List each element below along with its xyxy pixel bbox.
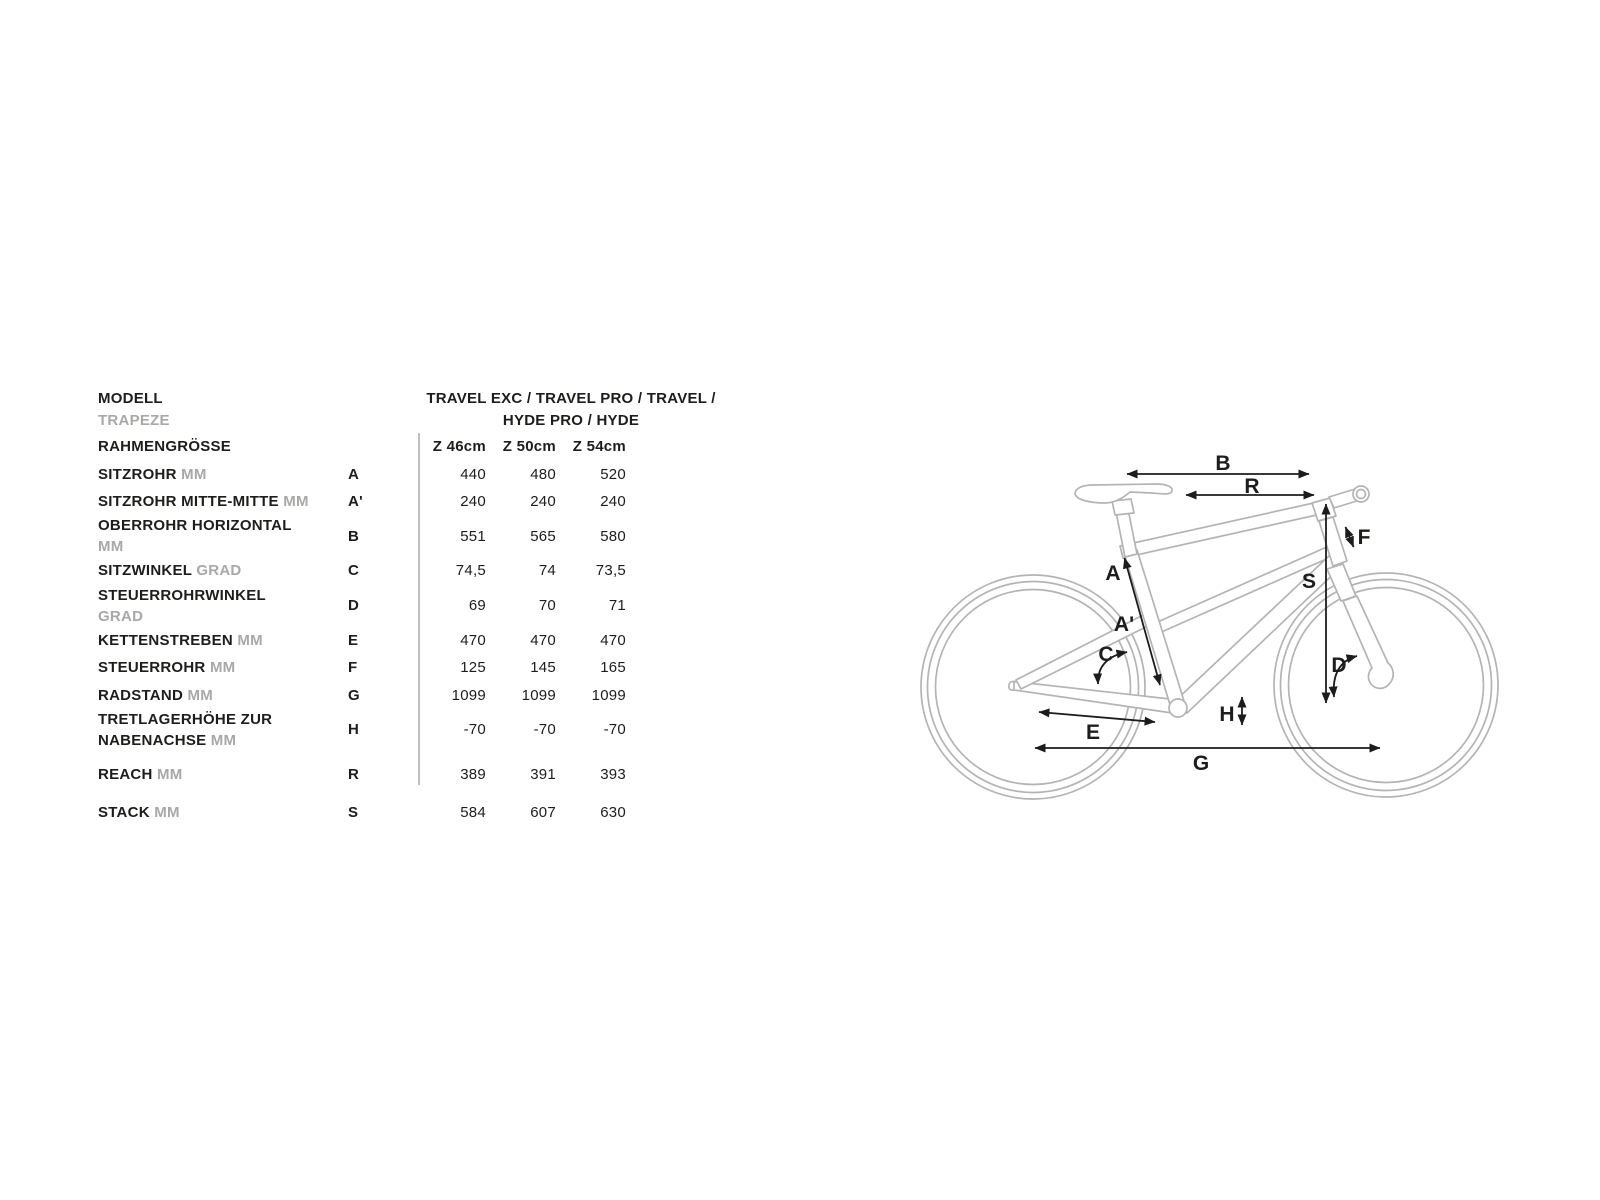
dim-label-a-prime: A'	[1113, 613, 1135, 636]
spec-label-text: REACH	[98, 766, 153, 784]
spec-value: -70	[533, 721, 556, 739]
spec-label	[98, 764, 348, 785]
spec-value: -70	[603, 721, 626, 739]
spec-unit: GRAD	[98, 607, 144, 625]
spec-label-text: OBERROHR HORIZONTAL	[98, 517, 292, 535]
model-value	[420, 388, 722, 432]
spec-code: S	[348, 803, 359, 821]
spec-code: H	[348, 721, 360, 739]
dim-label-s: S	[1301, 570, 1317, 593]
spec-label-text: STEUERROHR	[98, 659, 206, 677]
spec-label-text: TRETLAGERHÖHE ZUR NABENACHSE	[98, 710, 273, 749]
spec-value: 240	[600, 492, 626, 510]
spec-code: B	[348, 527, 360, 545]
spec-value: 565	[530, 527, 556, 545]
model-label-block	[98, 388, 170, 432]
spec-label	[98, 685, 348, 706]
spec-unit: MM	[209, 659, 236, 677]
spec-label-text: SITZWINKEL	[98, 562, 192, 580]
spec-label	[98, 491, 348, 512]
spec-value: 630	[600, 803, 626, 821]
spec-value: 1099	[521, 686, 556, 704]
spec-code: A	[348, 465, 360, 483]
spec-row	[98, 460, 638, 487]
model-label: MODELL	[98, 390, 163, 407]
spec-label-text: KETTENSTREBEN	[98, 631, 233, 649]
spec-value: 480	[530, 465, 556, 483]
top-tube	[1120, 502, 1321, 558]
chainstay	[1014, 682, 1179, 715]
spec-row	[98, 709, 638, 751]
frame	[1009, 484, 1393, 717]
spec-value: 1099	[451, 686, 486, 704]
spec-label	[98, 709, 348, 751]
model-value-line2: HYDE PRO / HYDE	[502, 412, 640, 429]
spec-table-body	[98, 460, 638, 826]
dim-label-g: G	[1192, 752, 1210, 775]
spec-label-text: SITZROHR	[98, 465, 177, 483]
spec-label-text: SITZROHR MITTE-MITTE	[98, 492, 279, 510]
bike-diagram	[890, 430, 1510, 810]
spec-unit: MM	[210, 731, 237, 749]
spec-label-text: STEUERROHRWINKEL	[98, 586, 266, 604]
size-header-row	[98, 433, 638, 460]
spec-value: -70	[463, 721, 486, 739]
bottom-bracket	[1169, 699, 1187, 717]
size-label: RAHMENGRÖSSE	[98, 438, 232, 456]
spec-value: 607	[530, 803, 556, 821]
spec-label-text: RADSTAND	[98, 686, 184, 704]
fork-leg	[1343, 596, 1393, 688]
spec-value: 470	[460, 631, 486, 649]
dim-label-h: H	[1219, 703, 1235, 726]
spec-value: 391	[530, 766, 556, 784]
spec-value: 389	[460, 766, 486, 784]
model-value-line1: TRAVEL EXC / TRAVEL PRO / TRAVEL /	[426, 390, 716, 407]
spec-label-text: STACK	[98, 803, 150, 821]
dim-label-c: C	[1098, 643, 1114, 666]
dim-label-a: A	[1105, 562, 1121, 585]
spec-label	[98, 657, 348, 678]
spec-row	[98, 799, 638, 826]
spec-value: 125	[460, 659, 486, 677]
spec-code: G	[348, 686, 360, 704]
spec-code: R	[348, 766, 360, 784]
spec-code: C	[348, 562, 360, 580]
spec-value: 470	[600, 631, 626, 649]
spec-unit: MM	[157, 766, 183, 784]
spec-label	[98, 560, 348, 581]
spec-code: A'	[348, 492, 363, 510]
dim-label-f: F	[1357, 526, 1371, 549]
spec-row	[98, 627, 638, 654]
spec-value: 551	[460, 527, 486, 545]
dim-label-r: R	[1244, 475, 1260, 498]
spec-row	[98, 515, 638, 557]
spec-code: E	[348, 631, 359, 649]
spec-unit: MM	[98, 538, 124, 556]
spec-value: 145	[530, 659, 556, 677]
seat-stay	[1016, 612, 1156, 689]
spec-value: 70	[538, 597, 556, 615]
spec-unit: MM	[283, 492, 309, 510]
spec-label	[98, 630, 348, 651]
spec-value: 584	[460, 803, 486, 821]
spec-value: 520	[600, 465, 626, 483]
spec-row	[98, 585, 638, 627]
spec-row	[98, 654, 638, 681]
spec-value: 240	[530, 492, 556, 510]
spec-value: 393	[600, 766, 626, 784]
spec-value: 165	[600, 659, 626, 677]
spec-value: 74	[538, 562, 556, 580]
spec-value: 73,5	[595, 562, 626, 580]
spec-value: 470	[530, 631, 556, 649]
spec-unit: MM	[237, 631, 263, 649]
size-column-header: Z 50cm	[502, 438, 556, 456]
spec-row	[98, 557, 638, 584]
spec-label	[98, 515, 348, 557]
spec-label	[98, 464, 348, 485]
bike-drawing	[890, 430, 1510, 810]
spec-unit: MM	[187, 686, 213, 704]
dim-label-b: B	[1215, 452, 1231, 475]
spec-label	[98, 802, 348, 823]
dim-label-e: E	[1085, 721, 1101, 744]
spec-value: 1099	[591, 686, 626, 704]
model-sublabel: TRAPEZE	[98, 412, 170, 429]
spec-code: F	[348, 659, 358, 677]
dim-arrow-f	[1346, 527, 1354, 547]
spec-unit: MM	[154, 803, 180, 821]
spec-value: 69	[468, 597, 486, 615]
spec-row	[98, 681, 638, 708]
spec-value: 240	[460, 492, 486, 510]
spec-unit: MM	[181, 465, 207, 483]
spec-code: D	[348, 597, 360, 615]
spec-row	[98, 751, 638, 799]
spec-grid	[98, 433, 638, 826]
spec-unit: GRAD	[196, 562, 242, 580]
handlebar-grip-inner	[1357, 490, 1366, 499]
spec-value: 71	[608, 597, 626, 615]
spec-value: 74,5	[455, 562, 486, 580]
spec-value: 440	[460, 465, 486, 483]
spec-label	[98, 585, 348, 627]
size-column-header: Z 54cm	[572, 438, 626, 456]
dim-label-d: D	[1331, 654, 1347, 677]
spec-value: 580	[600, 527, 626, 545]
size-column-header: Z 46cm	[432, 438, 486, 456]
spec-row	[98, 488, 638, 515]
